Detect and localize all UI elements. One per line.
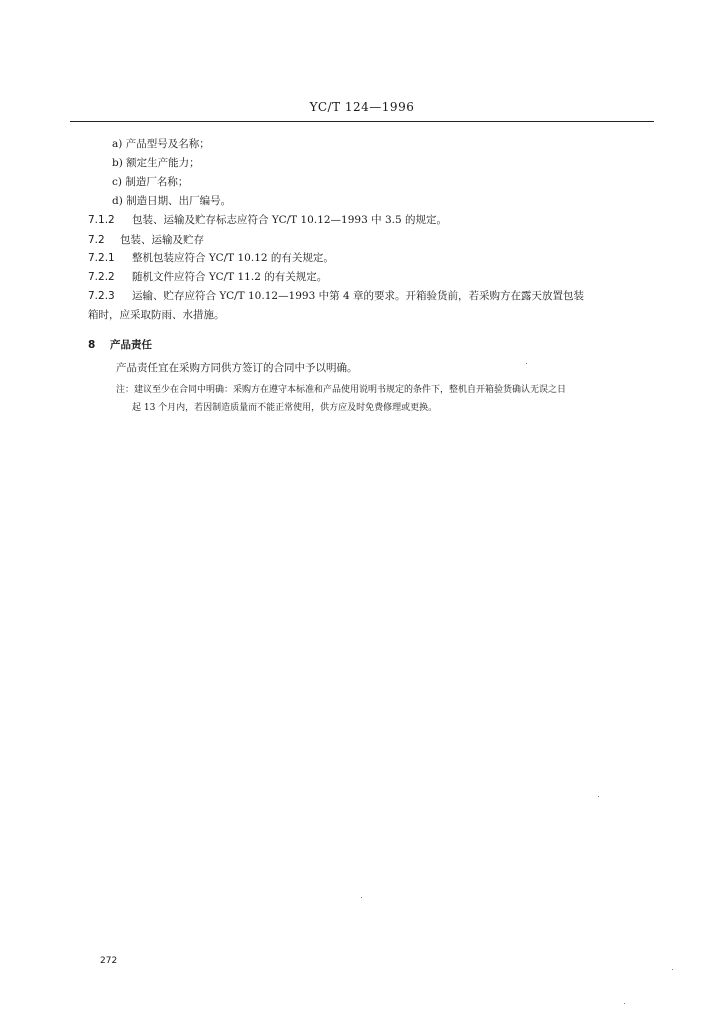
clause-7-2 bbox=[88, 233, 204, 247]
section-8-heading bbox=[88, 338, 152, 352]
section-8-note-line2: 起 13 个月内，若因制造质量而不能正常使用，供方应及时免费修理或更换。 bbox=[132, 403, 438, 413]
list-item-a: a) 产品型号及名称； bbox=[112, 138, 210, 150]
clause-7-1-2 bbox=[88, 213, 447, 227]
clause-number: 7.2.2 bbox=[88, 271, 115, 283]
scan-speck bbox=[361, 897, 362, 898]
clause-heading: 包装、运输及贮存 bbox=[120, 234, 204, 246]
running-header: YC/T 124—1996 bbox=[309, 100, 415, 114]
clause-7-2-3-continued: 箱时，应采取防雨、水措施。 bbox=[88, 309, 225, 321]
clause-7-2-2 bbox=[88, 270, 327, 284]
scan-speck bbox=[672, 969, 673, 970]
clause-number: 7.1.2 bbox=[88, 214, 115, 226]
list-item-b: b) 额定生产能力； bbox=[112, 157, 200, 169]
list-item-c: c) 制造厂名称； bbox=[112, 176, 189, 188]
header-divider bbox=[70, 121, 654, 122]
list-item-d: d) 制造日期、出厂编号。 bbox=[112, 195, 232, 207]
clause-number: 7.2.3 bbox=[88, 290, 115, 302]
section-8-body: 产品责任宜在采购方同供方签订的合同中予以明确。 bbox=[116, 362, 358, 374]
scan-speck bbox=[624, 1003, 625, 1004]
clause-number: 7.2 bbox=[88, 234, 105, 246]
clause-7-2-3 bbox=[88, 289, 584, 303]
page-number: 272 bbox=[100, 956, 118, 966]
clause-text: 整机包装应符合 YC/T 10.12 的有关规定。 bbox=[132, 252, 334, 264]
scan-speck bbox=[526, 363, 527, 364]
clause-7-2-1 bbox=[88, 251, 334, 265]
clause-text: 随机文件应符合 YC/T 11.2 的有关规定。 bbox=[132, 271, 328, 283]
scan-speck bbox=[598, 796, 599, 797]
section-number: 8 bbox=[88, 339, 96, 351]
clause-text: 运输、贮存应符合 YC/T 10.12—1993 中第 4 章的要求。开箱验货前，若采购方在露天放置包装 bbox=[132, 290, 584, 302]
section-title: 产品责任 bbox=[110, 339, 152, 351]
clause-number: 7.2.1 bbox=[88, 252, 115, 264]
clause-text: 包装、运输及贮存标志应符合 YC/T 10.12—1993 中 3.5 的规定。 bbox=[132, 214, 447, 226]
section-8-note-line1: 注：建议至少在合同中明确：采购方在遵守本标准和产品使用说明书规定的条件下，整机自开箱验货确认无误之日 bbox=[116, 385, 567, 395]
